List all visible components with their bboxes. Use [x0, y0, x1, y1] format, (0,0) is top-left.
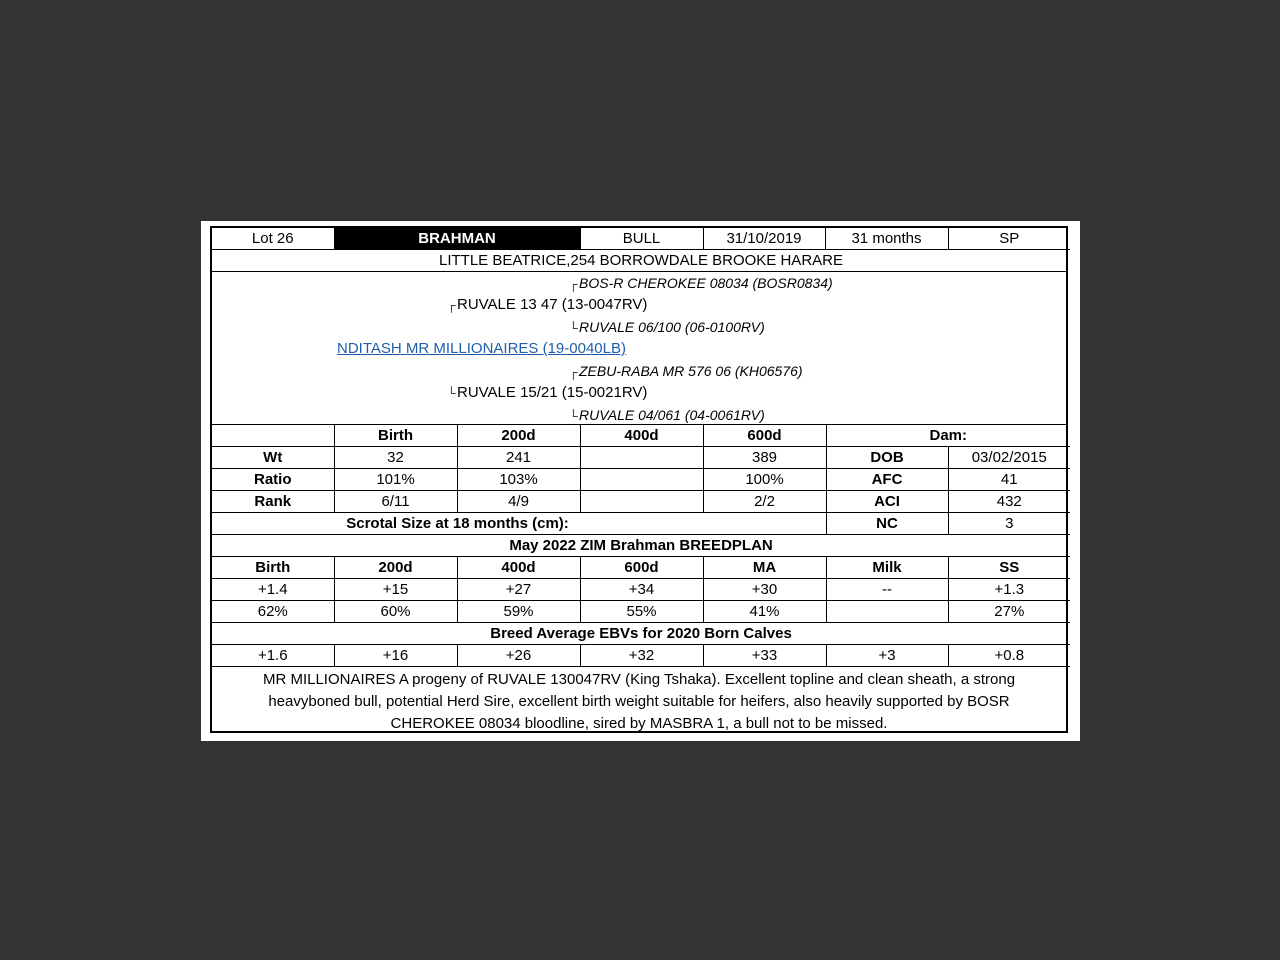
rank-400d [580, 491, 703, 513]
dam-key-dob: DOB [826, 447, 948, 469]
avg-ss: +0.8 [948, 645, 1070, 667]
ebv-title-row [212, 535, 1070, 557]
ebv-milk: -- [826, 579, 948, 601]
acc-400d: 59% [457, 601, 580, 623]
scrotal-row [212, 513, 1070, 535]
ebv-col-ma: MA [703, 557, 826, 579]
ebv-col-400d: 400d [457, 557, 580, 579]
ebv-col-600d: 600d [580, 557, 703, 579]
ebv-table [212, 535, 1070, 667]
rank-200d: 4/9 [457, 491, 580, 513]
dam-value-dob: 03/02/2015 [948, 447, 1070, 469]
row-label-ratio: Ratio [212, 469, 334, 491]
perf-col-400d: 400d [580, 425, 703, 447]
age-label: 31 months [825, 228, 948, 250]
lot-sheet [201, 221, 1080, 741]
avg-200d: +16 [334, 645, 457, 667]
status-code: SP [948, 228, 1070, 250]
pedigree-dam [447, 384, 647, 402]
lot-number: Lot 26 [212, 228, 334, 250]
perf-col-birth: Birth [334, 425, 457, 447]
table-row [212, 601, 1070, 623]
ebv-ma: +30 [703, 579, 826, 601]
pedigree-sire-sire [569, 274, 833, 293]
sire-sire-name: BOS-R CHEROKEE 08034 (BOSR0834) [579, 275, 833, 291]
animal-name-link[interactable]: NDITASH MR MILLIONAIRES (19-0040LB) [337, 340, 626, 357]
lot-card [210, 226, 1068, 733]
dam-value-aci: 432 [948, 491, 1070, 513]
dam-value-afc: 41 [948, 469, 1070, 491]
bracket-bottom-icon: └ [447, 386, 456, 400]
avg-birth: +1.6 [212, 645, 334, 667]
performance-header-row [212, 425, 1070, 447]
bracket-top-icon: ┌ [569, 277, 578, 291]
avg-milk: +3 [826, 645, 948, 667]
owner-row [212, 250, 1070, 272]
ebv-birth: +1.4 [212, 579, 334, 601]
ebv-col-200d: 200d [334, 557, 457, 579]
bracket-top-icon: ┌ [569, 365, 578, 379]
pedigree-dam-dam [569, 406, 765, 425]
dam-key-aci: ACI [826, 491, 948, 513]
header-row [212, 228, 1070, 250]
bracket-top-icon: ┌ [447, 298, 456, 312]
breed-average-title-row [212, 623, 1070, 645]
breed-label: BRAHMAN [334, 228, 580, 250]
table-row [212, 469, 1070, 491]
ratio-birth: 101% [334, 469, 457, 491]
sire-dam-name: RUVALE 06/100 (06-0100RV) [579, 319, 765, 335]
breed-average-title: Breed Average EBVs for 2020 Born Calves [212, 623, 1070, 645]
dam-heading: Dam: [826, 425, 1070, 447]
ebv-200d: +15 [334, 579, 457, 601]
acc-birth: 62% [212, 601, 334, 623]
dam-key-nc: NC [826, 513, 948, 535]
dam-sire-name: ZEBU-RABA MR 576 06 (KH06576) [579, 363, 803, 379]
avg-600d: +32 [580, 645, 703, 667]
pedigree-sire-dam [569, 318, 765, 337]
table-row [212, 645, 1070, 667]
acc-ss: 27% [948, 601, 1070, 623]
rank-600d: 2/2 [703, 491, 826, 513]
bracket-bottom-icon: └ [569, 409, 578, 423]
ratio-600d: 100% [703, 469, 826, 491]
ratio-400d [580, 469, 703, 491]
perf-col-200d: 200d [457, 425, 580, 447]
ebv-600d: +34 [580, 579, 703, 601]
pedigree-sire [447, 296, 647, 314]
pedigree [212, 271, 1066, 425]
rank-birth: 6/11 [334, 491, 457, 513]
header-table [212, 228, 1070, 271]
wt-600d: 389 [703, 447, 826, 469]
pedigree-dam-sire [569, 362, 803, 381]
ebv-header-row [212, 557, 1070, 579]
dam-name: RUVALE 15/21 (15-0021RV) [457, 384, 648, 401]
row-label-wt: Wt [212, 447, 334, 469]
acc-200d: 60% [334, 601, 457, 623]
dam-dam-name: RUVALE 04/061 (04-0061RV) [579, 407, 765, 423]
perf-col-600d: 600d [703, 425, 826, 447]
ebv-col-ss: SS [948, 557, 1070, 579]
sex-label: BULL [580, 228, 703, 250]
dam-key-afc: AFC [826, 469, 948, 491]
wt-200d: 241 [457, 447, 580, 469]
birth-date: 31/10/2019 [703, 228, 825, 250]
performance-corner [212, 425, 334, 447]
table-row [212, 491, 1070, 513]
scrotal-value [703, 513, 826, 535]
acc-milk [826, 601, 948, 623]
sire-name: RUVALE 13 47 (13-0047RV) [457, 296, 648, 313]
acc-600d: 55% [580, 601, 703, 623]
table-row [212, 579, 1070, 601]
ebv-col-milk: Milk [826, 557, 948, 579]
ebv-col-birth: Birth [212, 557, 334, 579]
wt-400d [580, 447, 703, 469]
table-row [212, 447, 1070, 469]
ratio-200d: 103% [457, 469, 580, 491]
ebv-title: May 2022 ZIM Brahman BREEDPLAN [212, 535, 1070, 557]
wt-birth: 32 [334, 447, 457, 469]
row-label-rank: Rank [212, 491, 334, 513]
ebv-400d: +27 [457, 579, 580, 601]
ebv-ss: +1.3 [948, 579, 1070, 601]
dam-value-nc: 3 [948, 513, 1070, 535]
acc-ma: 41% [703, 601, 826, 623]
lot-comments: MR MILLIONAIRES A progeny of RUVALE 130047RV (King Tshaka). Excellent topline and clean sheath, a strong heavyboned bull, potential Herd Sire, excellent birth weight suitable for heifers, also heavily supported by BOSR CHEROKEE 08034 bloodline, sired by MASBRA 1, a bull not to be missed. [262, 671, 1016, 732]
avg-400d: +26 [457, 645, 580, 667]
bracket-bottom-icon: └ [569, 321, 578, 335]
performance-table [212, 425, 1070, 535]
avg-ma: +33 [703, 645, 826, 667]
owner-address: LITTLE BEATRICE,254 BORROWDALE BROOKE HARARE [212, 250, 1070, 272]
scrotal-label: Scrotal Size at 18 months (cm): [212, 513, 703, 535]
